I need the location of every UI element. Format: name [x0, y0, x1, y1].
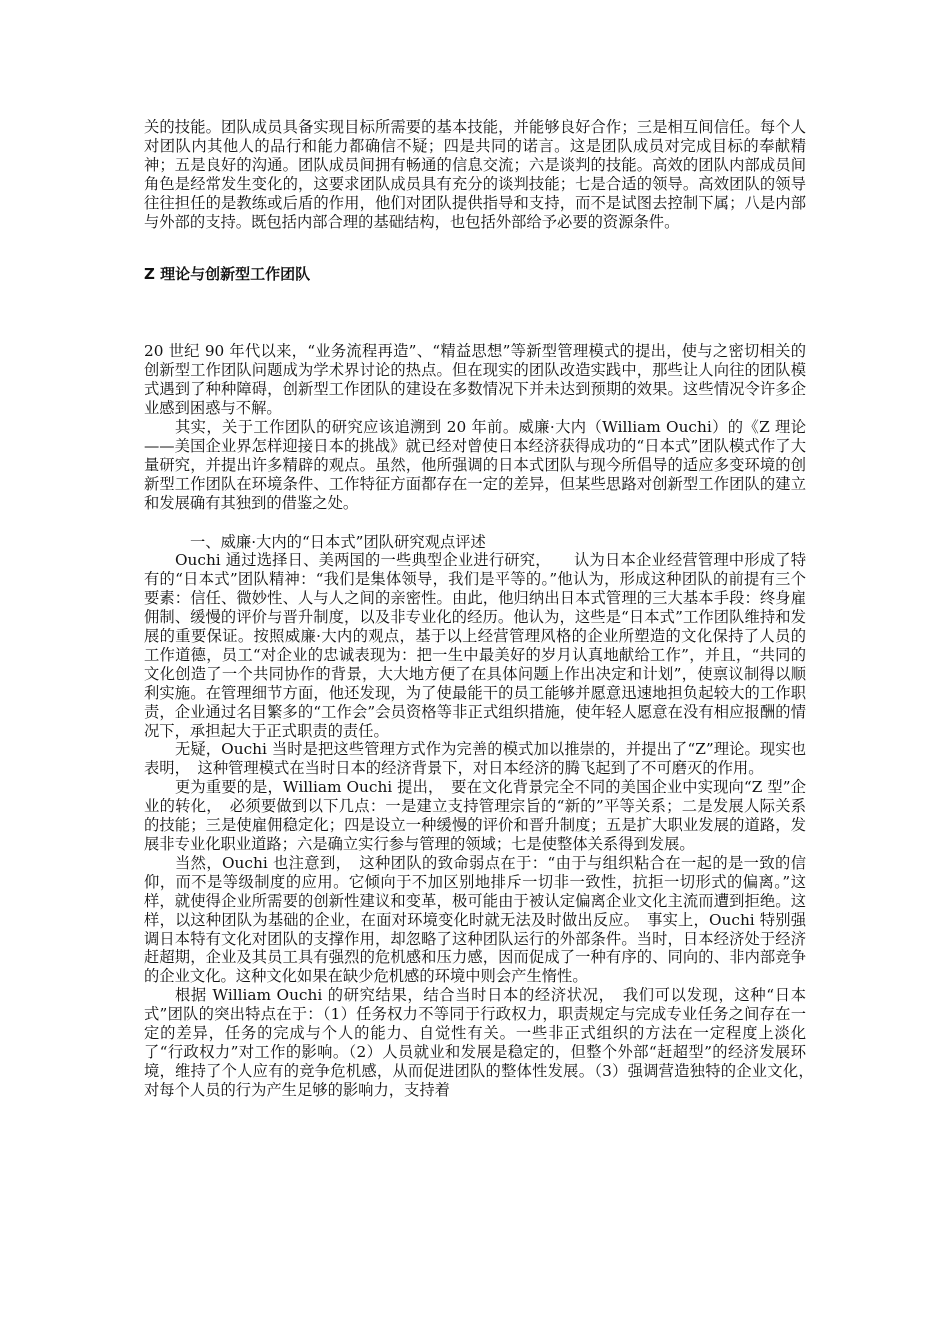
paragraph-team-skills: 关的技能。团队成员具备实现目标所需要的基本技能，并能够良好合作；三是相互间信任。每个人对团队内其他人的品行和能力都确信不疑；四是共同的诺言。这是团队成员对完成目标的奉献精神；五是良好的沟通。团队成员间拥有畅通的信息交流；六是谈判的技能。高效的团队内部成员间角色是经常发生变化的，这要求团队成员具有充分的谈判技能；七是合适的领导。高效团队的领导往往担任的是教练或后盾的作用，他们对团队提供指导和支持，而不是试图去控制下属；八是内部与外部的支持。既包括内部合理的基础结构，也包括外部给予必要的资源条件。: [144, 118, 806, 231]
section-heading: Z 理论与创新型工作团队: [144, 265, 311, 284]
paragraph-weakness: 当然，Ouchi 也注意到， 这种团队的致命弱点在于：“由于与组织粘合在一起的是一致的信仰，而不是等级制度的应用。它倾向于不加区别地排斥一切非一致性，抗拒一切形式的偏离。”这样，就使得企业所需要的创新性建议和变革，极可能由于被认定偏离企业文化主流而遭到拒绝。这样，以这种团队为基础的企业，在面对环境变化时就无法及时做出反应。 事实上，Ouchi 特别强调日本特有文化对团队的支撑作用，却忽略了这种团队运行的外部条件。当时，日本经济处于经济赶超期，企业及其员工具有强烈的危机感和压力感，因而促成了一种有序的、同向的、非内部竞争的企业文化。这种文化如果在缺少危机感的环境中则会产生惰性。: [144, 853, 806, 986]
paragraph-intro: 20 世纪 90 年代以来，“业务流程再造”、“精益思想”等新型管理模式的提出，使与之密切相关的创新型工作团队问题成为学术界讨论的热点。但在现实的团队改造实践中，那些让人向往的团队模式遇到了种种障碍，创新型工作团队的建设在多数情况下并未达到预期的效果。这些情况令许多企业感到困惑与不解。: [144, 342, 806, 418]
subsection-heading: 一、威廉·大内的“日本式”团队研究观点评述: [190, 532, 486, 551]
paragraph-ouchi-research: 其实，关于工作团队的研究应该追溯到 20 年前。威廉·大内（William Ouchi）的《Z 理论——美国企业界怎样迎接日本的挑战》就已经对曾使日本经济获得成功的“日本式”团队模式作了大量研究，并提出许多精辟的观点。虽然，他所强调的日本式团队与现今所倡导的适应多变环境的创新型工作团队在环境条件、工作特征方面都存在一定的差异，但某些思路对创新型工作团队的建立和发展确有其独到的借鉴之处。: [144, 417, 806, 512]
paragraph-japanese-team: Ouchi 通过选择日、美两国的一些典型企业进行研究， 认为日本企业经营管理中形成了特有的“日本式”团队精神：“我们是集体领导，我们是平等的。”他认为，形成这种团队的前提有三个要素：信任、微妙性、人与人之间的亲密性。由此，他归纳出日本式管理的三大基本手段：终身雇佣制、缓慢的评价与晋升制度，以及非专业化的经历。他认为，这些是“日本式”工作团队维持和发展的重要保证。按照威廉·大内的观点，基于以上经营管理风格的企业所塑造的文化保持了人员的工作道德，员工“对企业的忠诚表现为：把一生中最美好的岁月认真地献给工作”，并且，“共同的文化创造了一个共同协作的背景，大大地方便了在具体问题上作出决定和计划”，使禀议制得以顺利实施。在管理细节方面，他还发现，为了使最能干的员工能够并愿意迅速地担负起较大的工作职责，企业通过名目繁多的“工作会”会员资格等非正式组织措施，使年轻人愿意在没有相应报酬的情况下，承担起大于正式职责的责任。: [144, 551, 806, 740]
paragraph-features: 根据 William Ouchi 的研究结果，结合当时日本的经济状况， 我们可以发现，这种“日本式”团队的突出特点在于：（1）任务权力不等同于行政权力，职责规定与完成专业任务之间存在一定的差异，任务的完成与个人的能力、自觉性有关。一些非正式组织的方法在一定程度上淡化了“行政权力”对工作的影响。（2）人员就业和发展是稳定的，但整个外部“赶超型”的经济发展环境，维持了个人应有的竞争危机感，从而促进团队的整体性发展。（3）强调营造独特的企业文化， 对每个人员的行为产生足够的影响力，支持着: [144, 986, 822, 1099]
paragraph-z-theory: 无疑，Ouchi 当时是把这些管理方式作为完善的模式加以推崇的，并提出了“Z”理论。现实也表明， 这种管理模式在当时日本的经济背景下，对日本经济的腾飞起到了不可磨灭的作用。: [144, 740, 806, 778]
document-page: [144, 118, 822, 1100]
paragraph-transformation: 更为重要的是，William Ouchi 提出， 要在文化背景完全不同的美国企业中实现向“Z 型”企业的转化， 必须要做到以下几点：一是建立支持管理宗旨的“新的”平等关系；二是发展人际关系的技能；三是使雇佣稳定化；四是设立一种缓慢的评价和晋升制度；五是扩大职业发展的道路，发展非专业化职业道路；六是确立实行参与管理的领域；七是使整体关系得到发展。: [144, 778, 806, 853]
